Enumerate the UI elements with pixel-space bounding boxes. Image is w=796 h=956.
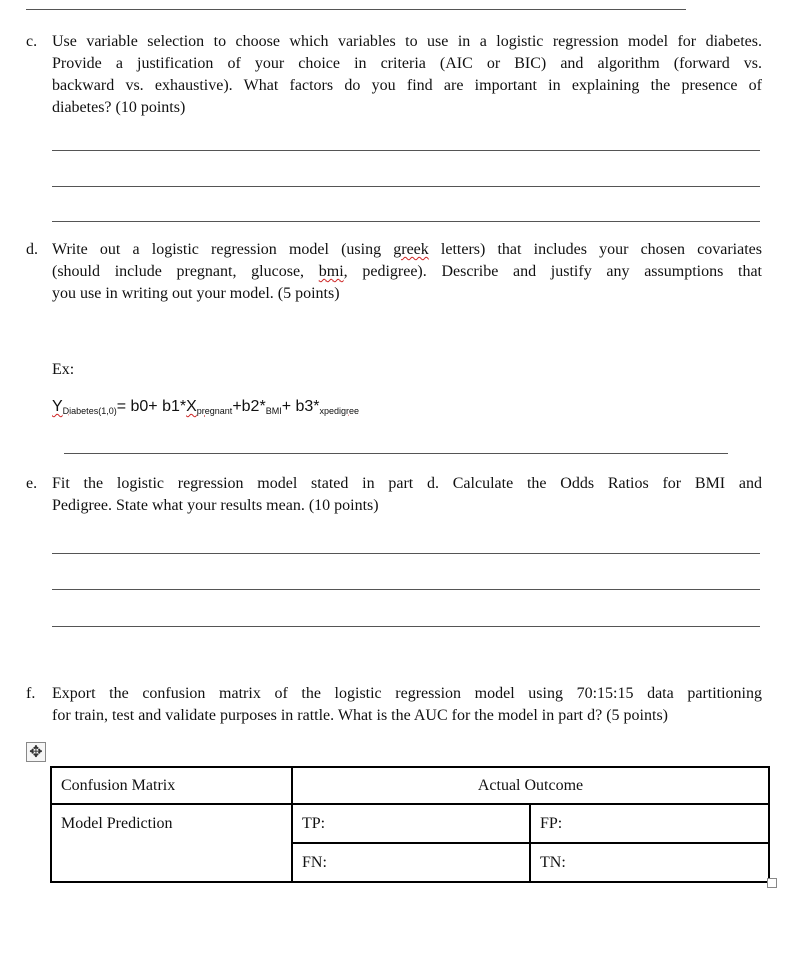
table-cell-tp[interactable]: TP: — [292, 804, 530, 843]
answer-line — [52, 589, 760, 590]
confusion-matrix-table[interactable] — [50, 766, 770, 883]
answer-line — [52, 626, 760, 627]
answer-line — [52, 553, 760, 554]
question-c-line: Use variable selection to choose which variables to use in a logistic regression model for diabetes. — [52, 33, 762, 50]
table-cell-tn[interactable]: TN: — [530, 843, 769, 882]
model-formula: $Y_{Diabetes(1,0)}= b0+ b1*X_{pregnant}+b2*_{BMI}+ b3*_{xpedigree}$ — [52, 398, 360, 416]
table-row-label[interactable]: Model Prediction — [51, 804, 292, 843]
top-rule — [26, 9, 686, 10]
question-d-line: Write out a logistic regression model (using greek letters) that includes your chosen covariates — [52, 241, 763, 258]
question-c-label: c. — [26, 33, 38, 50]
resize-handle-icon[interactable] — [767, 878, 777, 888]
question-c-line: Provide a justification of your choice in criteria (AIC or BIC) and algorithm (forward vs. — [52, 55, 762, 72]
question-e-line: Pedigree. State what your results mean. (10 points) — [52, 497, 379, 514]
table-header-cell[interactable]: Actual Outcome — [292, 767, 769, 804]
spellcheck-word: bmi — [318, 263, 344, 280]
question-e-label: e. — [26, 475, 38, 492]
answer-line — [52, 150, 760, 151]
formula-x3: xpedigree — [319, 406, 360, 416]
question-f-label: f. — [26, 685, 36, 702]
question-c-line: backward vs. exhaustive). What factors do you find are important in explaining the presence of — [52, 77, 762, 94]
question-d-label: d. — [26, 241, 38, 258]
formula-y: $Y_{Diabetes(1,0)}$ — [52, 398, 117, 416]
table-cell-empty[interactable] — [51, 843, 292, 882]
spellcheck-word: greek — [393, 241, 429, 258]
table-header-cell[interactable]: Confusion Matrix — [51, 767, 292, 804]
question-f-line: for train, test and validate purposes in rattle. What is the AUC for the model in part d? (5 points) — [52, 707, 668, 724]
question-e-line: Fit the logistic regression model stated in part d. Calculate the Odds Ratios for BMI and — [52, 475, 762, 492]
example-label: Ex: — [52, 361, 75, 378]
table-cell-fp[interactable]: FP: — [530, 804, 769, 843]
answer-line — [52, 221, 760, 222]
table-cell-fn[interactable]: FN: — [292, 843, 530, 882]
move-icon[interactable]: ✥ — [26, 742, 46, 762]
answer-line — [52, 186, 760, 187]
question-f-line: Export the confusion matrix of the logistic regression model using 70:15:15 data partitioning — [52, 685, 762, 702]
question-d-line: (should include pregnant, glucose, bmi, pedigree). Describe and justify any assumptions that — [52, 263, 763, 280]
formula-x1: $X_{pregnant}$ — [186, 398, 233, 416]
answer-line — [64, 453, 728, 454]
question-d-line: you use in writing out your model. (5 points) — [52, 285, 340, 302]
question-c-line: diabetes? (10 points) — [52, 99, 186, 116]
